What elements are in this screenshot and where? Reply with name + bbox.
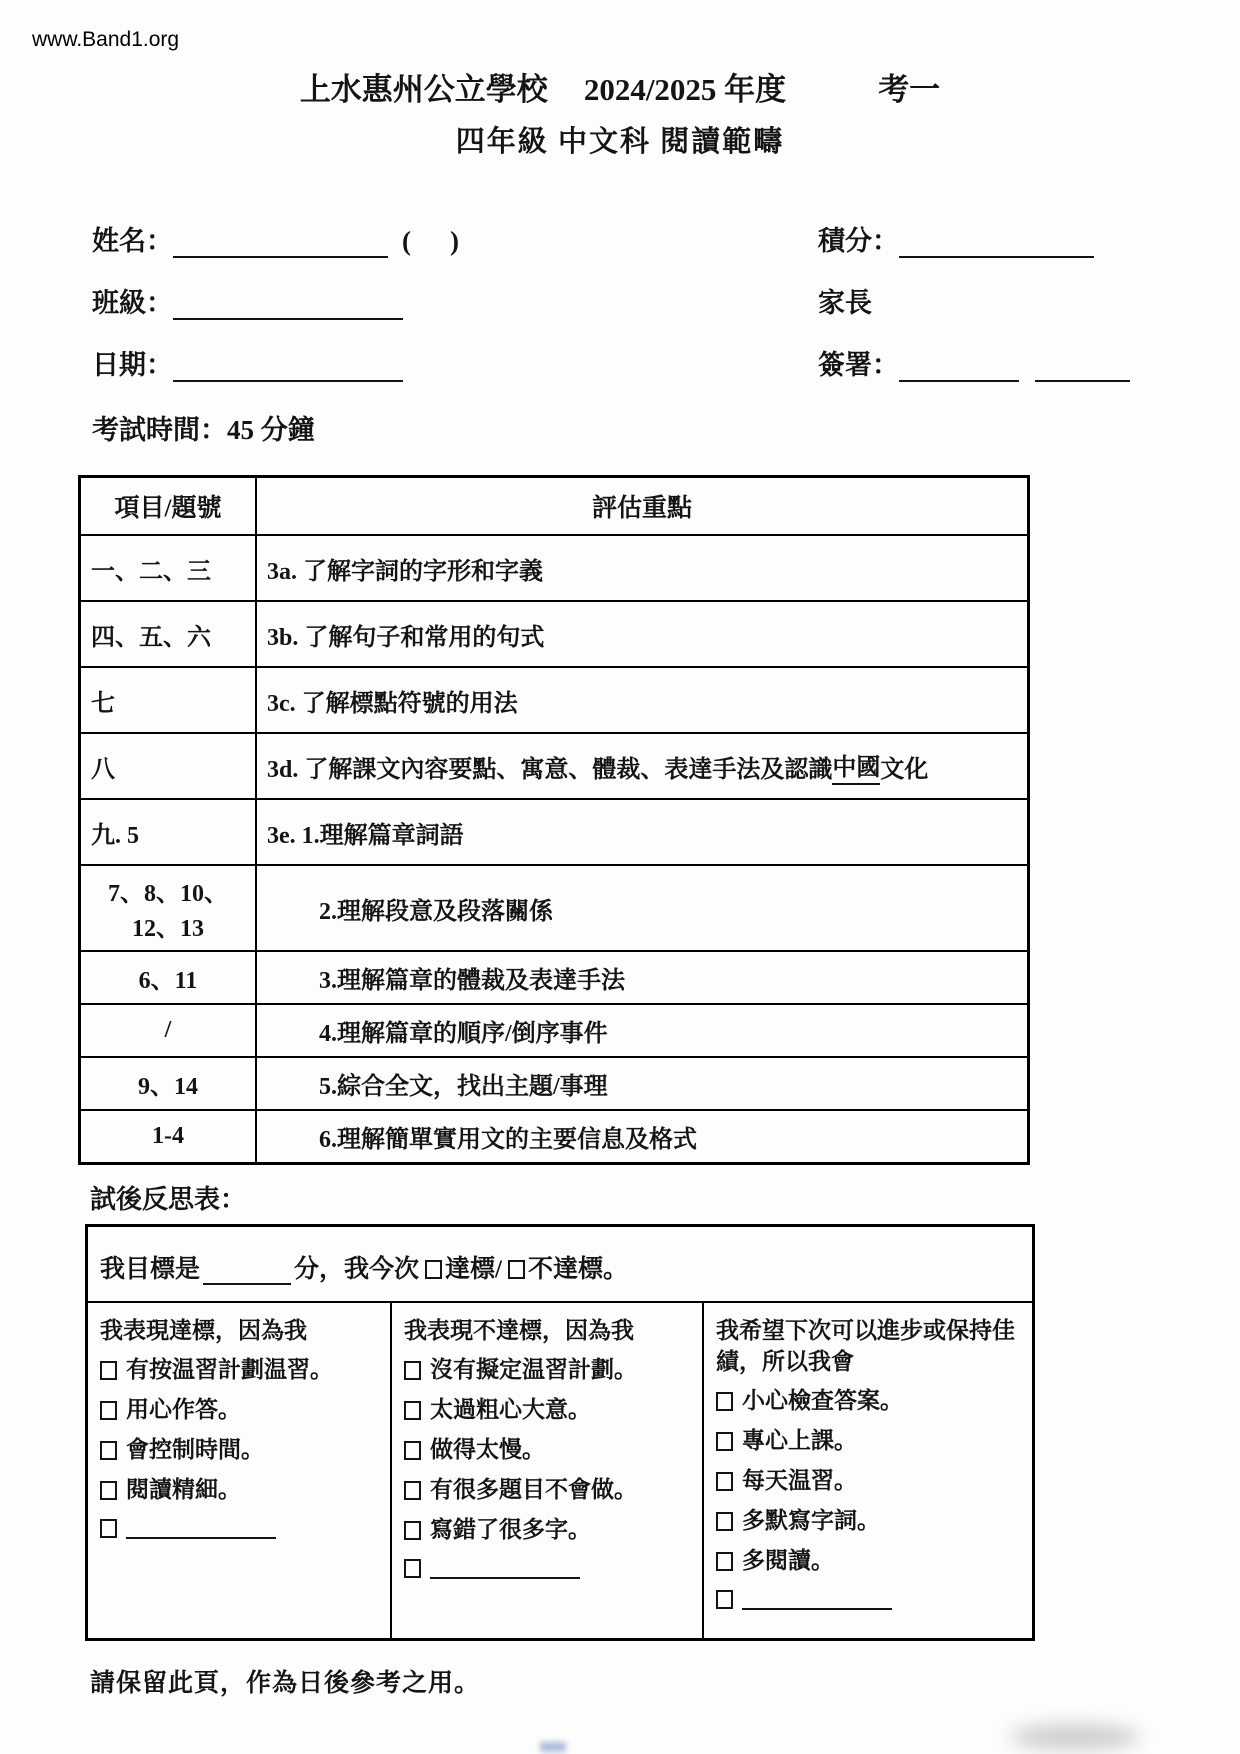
focus-cell: 3a. 了解字詞的字形和字義: [267, 558, 543, 585]
class-label: 班級：: [92, 288, 173, 318]
form-right-column: [818, 212, 1130, 398]
checkbox-icon[interactable]: [404, 1481, 421, 1500]
checklist-item-blank: [100, 1515, 380, 1541]
reflection-column-met-target: [88, 1303, 392, 1638]
item-cell: 6、11: [81, 952, 257, 1003]
checkbox-icon[interactable]: [100, 1361, 117, 1380]
table-row: [81, 1109, 1027, 1162]
item-cell: 7、8、10、12、13: [81, 866, 257, 950]
score-row: [818, 212, 1130, 258]
checklist-label: 會控制時間。: [126, 1437, 264, 1462]
exam-number: 考一: [878, 72, 941, 107]
score-field[interactable]: [899, 222, 1094, 258]
checklist-label: 閱讀精細。: [126, 1477, 241, 1502]
checkbox-icon[interactable]: [716, 1512, 733, 1531]
checklist-label: 沒有擬定温習計劃。: [430, 1357, 637, 1382]
checklist-item: [100, 1435, 380, 1465]
checklist-label: 太過粗心大意。: [430, 1397, 591, 1422]
checklist-item: [716, 1386, 1022, 1416]
column-header: 我表現不達標，因為我: [404, 1318, 634, 1343]
checkbox-icon[interactable]: [716, 1392, 733, 1411]
checklist-label: 有很多題目不會做。: [430, 1477, 637, 1502]
checkbox-icon[interactable]: [404, 1401, 421, 1420]
goal-line: [88, 1227, 1032, 1301]
focus-cell: 3.理解篇章的體裁及表達手法: [319, 968, 625, 994]
item-cell: 八: [81, 734, 257, 798]
reflection-columns: [88, 1301, 1032, 1638]
signature-field-2[interactable]: [1035, 346, 1130, 382]
focus-cell: 3e. 1.理解篇章詞語: [267, 822, 464, 849]
parent-label: 家長: [818, 288, 872, 318]
class-field[interactable]: [173, 284, 403, 320]
checkbox-icon[interactable]: [100, 1401, 117, 1420]
class-row: [92, 274, 465, 320]
student-info-form: [92, 212, 1130, 398]
checklist-label: 多閱讀。: [742, 1548, 834, 1573]
document-title: [0, 0, 1240, 109]
date-field[interactable]: [173, 346, 403, 382]
table-row: [81, 864, 1027, 950]
checklist-label: 用心作答。: [126, 1397, 241, 1422]
goal-fail-label: 不達標。: [527, 1256, 628, 1283]
checklist-label: 有按温習計劃温習。: [126, 1357, 333, 1382]
item-cell: 四、五、六: [81, 602, 257, 666]
assessment-table: [78, 475, 1030, 1165]
checklist-label: 多默寫字詞。: [742, 1508, 880, 1533]
date-row: [92, 336, 465, 382]
checkbox-icon[interactable]: [716, 1552, 733, 1571]
column-header: 我希望下次可以進步或保持佳績，所以我會: [716, 1318, 1015, 1374]
checklist-label: 做得太慢。: [430, 1437, 545, 1462]
checkbox-icon[interactable]: [100, 1441, 117, 1460]
table-row: [81, 798, 1027, 864]
blank-line[interactable]: [430, 1555, 580, 1579]
checklist-label: 寫錯了很多字。: [430, 1517, 591, 1542]
checklist-item: [716, 1466, 1022, 1496]
scan-artifact: [1010, 1724, 1140, 1750]
reflection-box: [85, 1224, 1035, 1641]
checklist-item: [100, 1475, 380, 1505]
focus-cell: 3c. 了解標點符號的用法: [267, 690, 518, 717]
exam-duration: 考試時間：45 分鐘: [92, 415, 315, 445]
checklist-label: 每天温習。: [742, 1468, 857, 1493]
blank-line[interactable]: [126, 1515, 276, 1539]
checklist-item: [404, 1435, 692, 1465]
score-label: 積分：: [818, 226, 899, 256]
document-subtitle: 四年級 中文科 閱讀範疇: [455, 126, 785, 158]
goal-fail-checkbox[interactable]: [508, 1260, 525, 1279]
checklist-item: [100, 1355, 380, 1385]
table-header-focus: 評估重點: [591, 495, 692, 522]
checklist-item: [716, 1546, 1022, 1576]
signature-field[interactable]: [899, 346, 1019, 382]
signature-row: [818, 336, 1130, 382]
goal-mid: 分，我今次: [294, 1256, 420, 1283]
checklist-item: [716, 1426, 1022, 1456]
table-row: [81, 666, 1027, 732]
blank-line[interactable]: [742, 1586, 892, 1610]
checklist-label: 專心上課。: [742, 1428, 857, 1453]
checkbox-icon[interactable]: [716, 1432, 733, 1451]
checklist-item-blank: [404, 1555, 692, 1581]
checkbox-icon[interactable]: [404, 1521, 421, 1540]
focus-underlined-part: 中國: [832, 747, 880, 785]
checklist-label: 小心檢查答案。: [742, 1388, 903, 1413]
table-header-item: 項目/題號: [81, 478, 257, 534]
goal-pass-checkbox[interactable]: [425, 1260, 442, 1279]
checklist-item: [716, 1506, 1022, 1536]
goal-score-field[interactable]: [203, 1257, 291, 1285]
name-field[interactable]: [173, 222, 388, 258]
item-cell: 9、14: [81, 1058, 257, 1109]
table-row: [81, 950, 1027, 1003]
checklist-item: [404, 1475, 692, 1505]
focus-cell: 6.理解簡單實用文的主要信息及格式: [319, 1127, 697, 1153]
checkbox-icon[interactable]: [716, 1590, 733, 1609]
reflection-title: 試後反思表：: [90, 1185, 247, 1214]
checkbox-icon[interactable]: [100, 1519, 117, 1538]
focus-cell: [257, 734, 1027, 798]
table-row: [81, 534, 1027, 600]
checkbox-icon[interactable]: [404, 1441, 421, 1460]
focus-cell: 3b. 了解句子和常用的句式: [267, 624, 545, 651]
watermark: www.Band1.org: [32, 28, 180, 51]
item-cell: 九. 5: [81, 800, 257, 864]
focus-cell: 5.綜合全文，找出主題/事理: [319, 1074, 608, 1100]
checklist-item: [404, 1515, 692, 1545]
item-cell: 七: [81, 668, 257, 732]
checkbox-icon[interactable]: [404, 1559, 421, 1578]
checklist-item-blank: [716, 1586, 1022, 1612]
reflection-column-next-time: [704, 1303, 1032, 1638]
name-row: [92, 212, 465, 258]
focus-text-part: 文化: [880, 756, 929, 783]
reflection-column-missed-target: [392, 1303, 704, 1638]
table-row: [81, 732, 1027, 798]
goal-pass-label: 達標/: [445, 1256, 502, 1283]
school-name: 上水惠州公立學校: [299, 72, 548, 107]
scan-artifact: [540, 1742, 566, 1752]
class-number-paren: ( ): [402, 226, 465, 256]
column-header: 我表現達標，因為我: [100, 1318, 307, 1343]
table-header-row: [81, 478, 1027, 534]
item-cell: /: [81, 1005, 257, 1056]
checklist-item: [404, 1355, 692, 1385]
checklist-item: [100, 1395, 380, 1425]
focus-cell: 2.理解段意及段落關係: [319, 898, 553, 925]
name-label: 姓名：: [92, 226, 173, 256]
checkbox-icon[interactable]: [716, 1472, 733, 1491]
focus-cell: 4.理解篇章的順序/倒序事件: [319, 1021, 608, 1047]
checkbox-icon[interactable]: [404, 1361, 421, 1380]
focus-text-part: 3d. 了解課文內容要點、寓意、體裁、表達手法及認識: [267, 756, 833, 783]
parent-row: [818, 274, 1130, 320]
item-cell: 1-4: [81, 1111, 257, 1162]
school-year: 2024/2025 年度: [583, 72, 787, 107]
date-label: 日期：: [92, 350, 173, 380]
table-row: [81, 1003, 1027, 1056]
form-left-column: [92, 212, 465, 398]
signature-label: 簽署：: [818, 350, 899, 380]
keep-page-note: 請保留此頁，作為日後參考之用。: [90, 1670, 481, 1697]
goal-prefix: 我目標是: [100, 1256, 201, 1283]
item-cell: 一、二、三: [81, 536, 257, 600]
checkbox-icon[interactable]: [100, 1481, 117, 1500]
table-row: [81, 600, 1027, 666]
table-row: [81, 1056, 1027, 1109]
checklist-item: [404, 1395, 692, 1425]
